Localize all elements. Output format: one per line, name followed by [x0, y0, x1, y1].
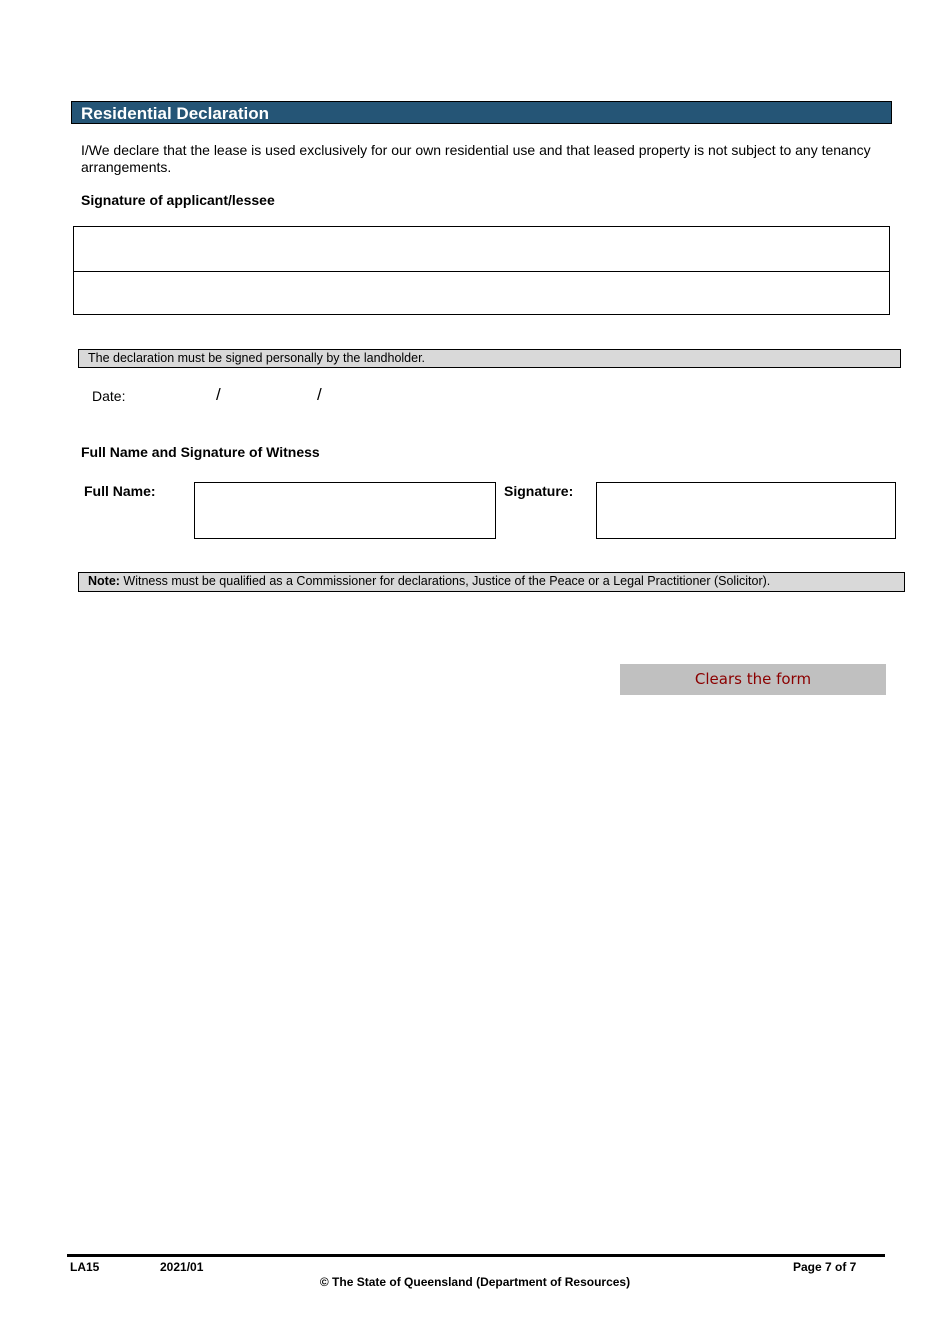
witness-heading: Full Name and Signature of Witness	[81, 444, 320, 460]
date-separator: /	[317, 385, 322, 404]
date-separator: /	[216, 385, 221, 404]
witness-full-name-field[interactable]	[194, 482, 496, 539]
form-version: 2021/01	[160, 1260, 204, 1274]
witness-signature-label: Signature:	[504, 483, 574, 499]
signed-personally-note: The declaration must be signed personally by the landholder.	[78, 349, 901, 368]
full-name-label: Full Name:	[84, 483, 156, 499]
clear-form-button[interactable]: Clears the form	[620, 664, 886, 695]
page-number: Page 7 of 7	[793, 1260, 857, 1274]
copyright: © The State of Queensland (Department of Resources)	[319, 1275, 631, 1289]
note-label: Note:	[88, 574, 120, 588]
section-header: Residential Declaration	[71, 101, 892, 124]
date-day-field[interactable]	[130, 384, 210, 406]
date-month-field[interactable]	[226, 384, 314, 406]
date-label: Date:	[92, 388, 126, 404]
signature-field-1[interactable]	[73, 226, 890, 272]
witness-signature-field[interactable]	[596, 482, 896, 539]
footer-divider	[67, 1254, 885, 1257]
date-year-field[interactable]	[328, 384, 418, 406]
declaration-text: I/We declare that the lease is used exclusively for our own residential use and that leased property is not subject to any tenancy arrangements.	[81, 142, 871, 175]
signature-field-2[interactable]	[73, 271, 890, 315]
note-text: Witness must be qualified as a Commissioner for declarations, Justice of the Peace or a Legal Practitioner (Solicitor).	[119, 574, 771, 588]
witness-note	[78, 572, 905, 592]
signature-label: Signature of applicant/lessee	[81, 192, 275, 208]
form-code: LA15	[70, 1260, 100, 1274]
